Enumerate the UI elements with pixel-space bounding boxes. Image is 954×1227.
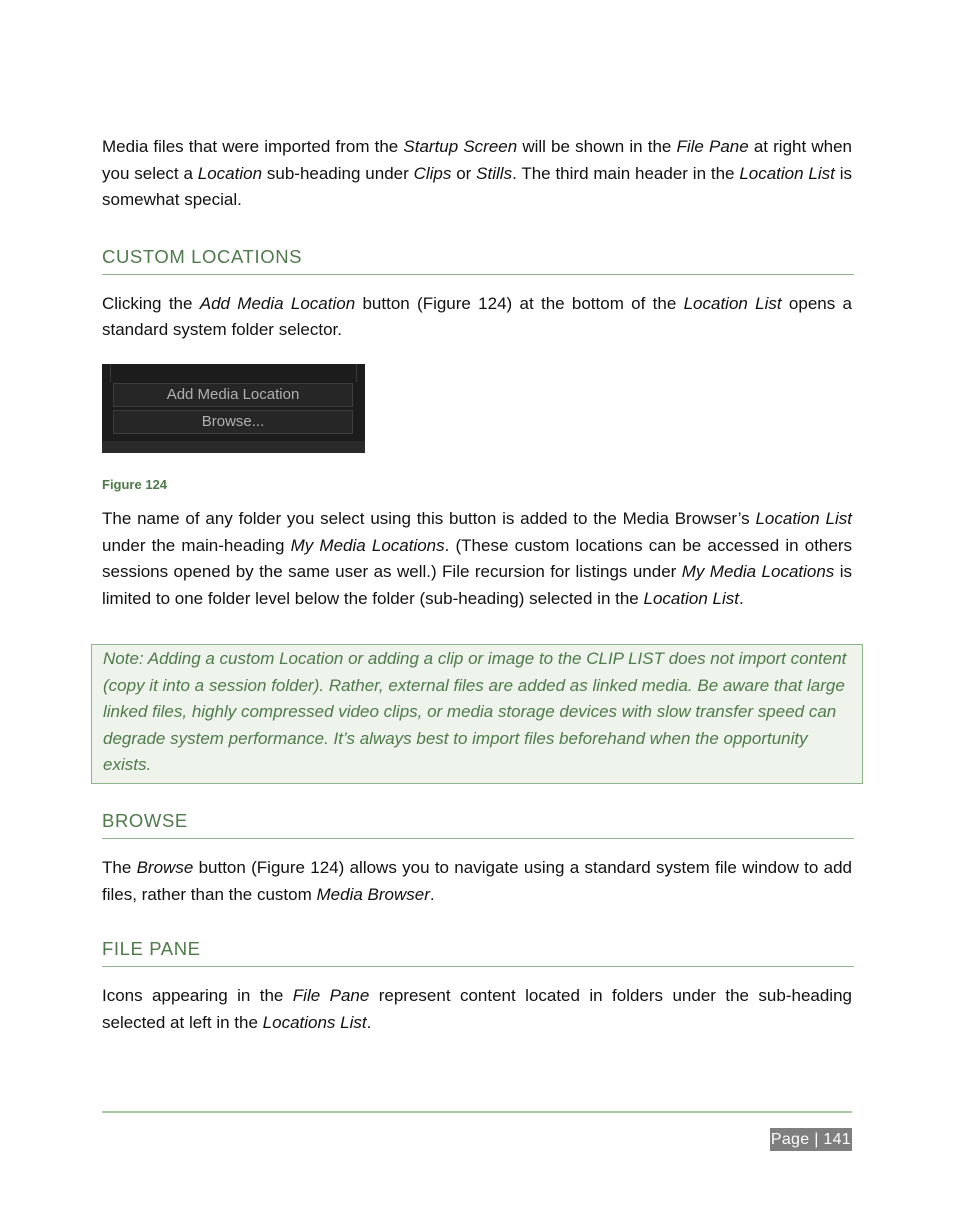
page-number: Page | 141 [770,1128,852,1151]
footer-rule [102,1111,852,1113]
figure-124-screenshot [102,364,365,453]
heading-browse: BROWSE [102,810,854,839]
browse-button[interactable]: Browse... [113,410,353,434]
custom-locations-detail-paragraph: The name of any folder you select using this button is added to the Media Browser’s Location List under the main-heading My Media Locations. (These custom locations can be accessed in others sessions opened by the same user as well.) File recursion for listings under My Media Locations is limited to one folder level below the folder (sub-heading) selected in the Location List. [102,508,853,608]
file-pane-paragraph: Icons appearing in the File Pane represent content located in folders under the sub-heading selected at left in the Locations List. [102,986,852,1032]
page-content-lower [102,810,852,1036]
note-box: Note: Adding a custom Location or adding a clip or image to the CLIP LIST does not import content (copy it into a session folder). Rather, external files are added as linked media. Be aware that large linked files, highly compressed video clips, or media storage devices with slow transfer speed can degrade system performance. It’s always best to import files beforehand when the opportunity exists. [91,644,863,784]
figure-bottom-bar [102,441,365,453]
heading-custom-locations: CUSTOM LOCATIONS [102,246,854,275]
intro-paragraph: Media files that were imported from the Startup Screen will be shown in the File Pane at right when you select a Location sub-heading under Clips or Stills. The third main header in the Location List is somewhat special. [102,137,852,210]
add-media-location-button[interactable]: Add Media Location [113,383,353,407]
figure-caption: Figure 124 [102,476,168,492]
custom-locations-paragraph: Clicking the Add Media Location button (Figure 124) at the bottom of the Location List opens a standard system folder selector. [102,293,852,340]
browse-paragraph: The Browse button (Figure 124) allows you to navigate using a standard system file window to add files, rather than the custom Media Browser. [102,858,852,904]
figure-list-edge [110,364,357,382]
page-content [102,134,852,612]
heading-file-pane: FILE PANE [102,938,854,967]
